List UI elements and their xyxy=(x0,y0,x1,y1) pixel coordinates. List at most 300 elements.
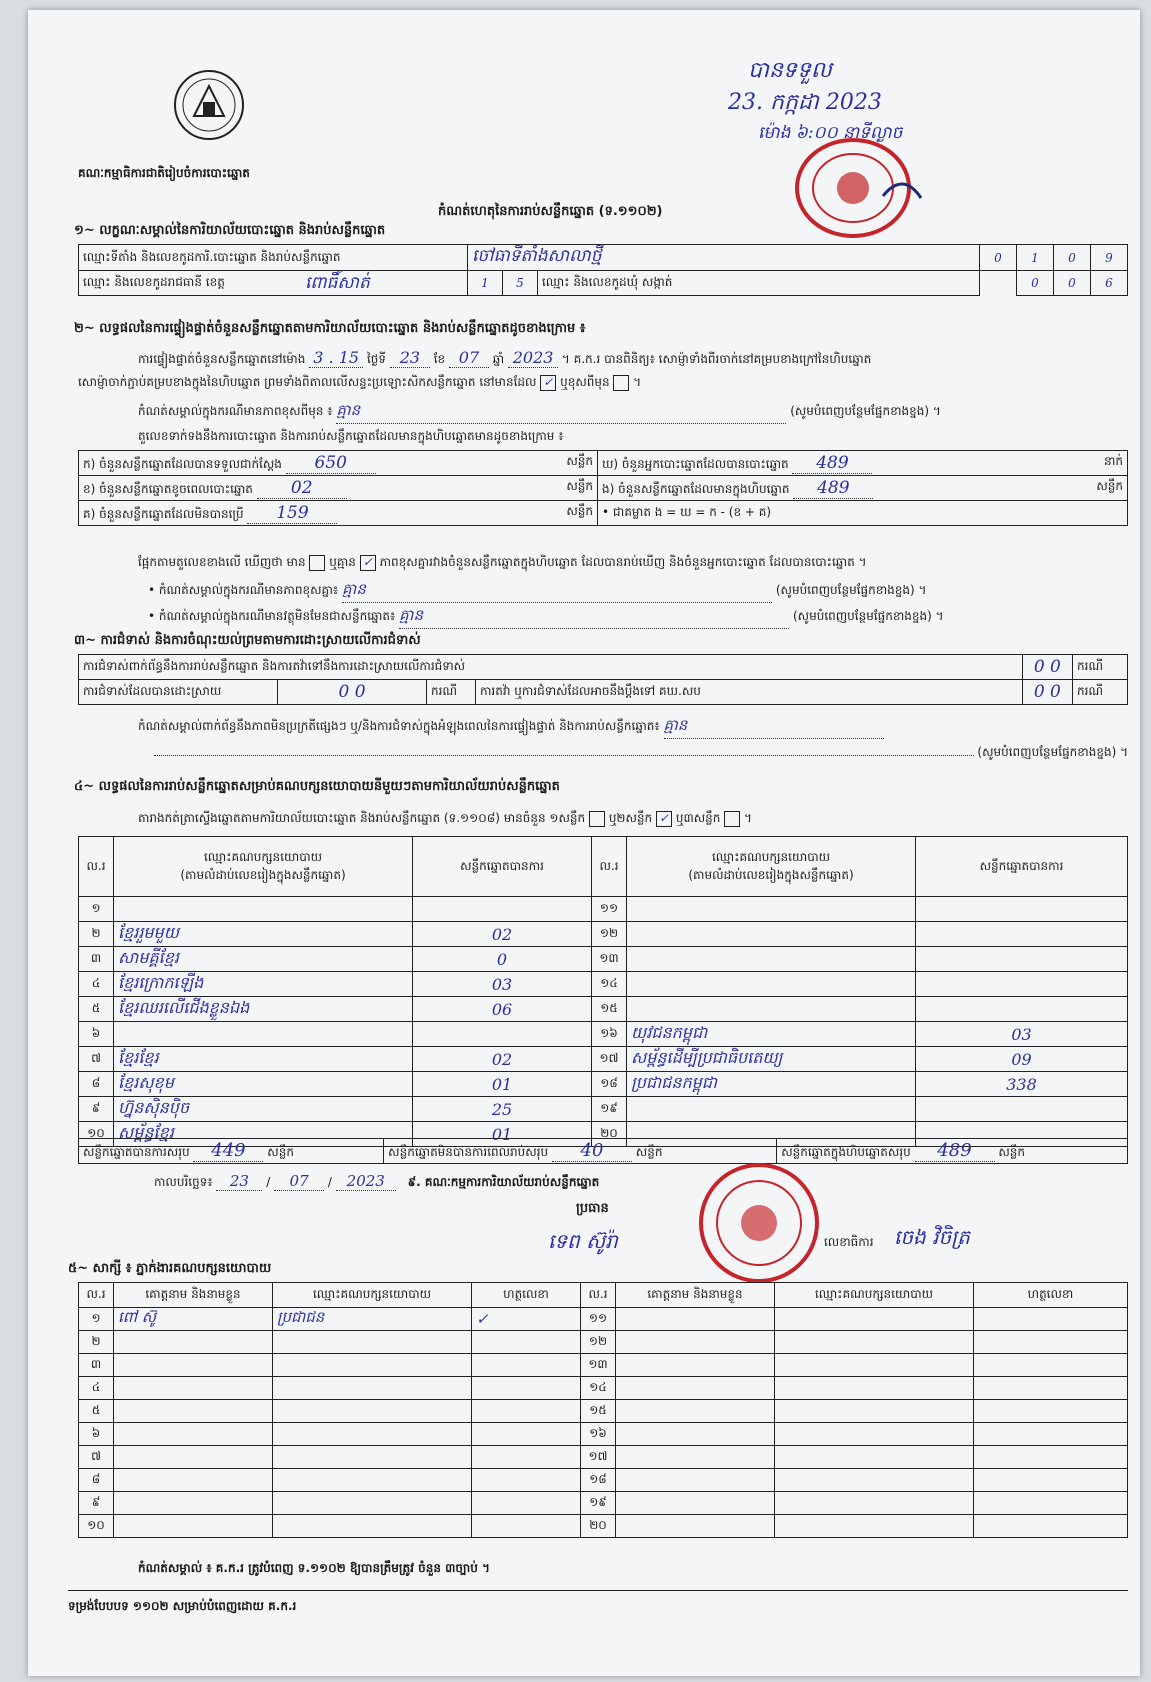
witness-no-left: ៣ xyxy=(79,1354,114,1377)
result-row xyxy=(79,1047,1128,1072)
witness-sign-left xyxy=(472,1469,581,1492)
count-e-value: 489 xyxy=(793,478,873,499)
note2-value: គ្មាន xyxy=(342,580,772,603)
witness-sign-right xyxy=(974,1515,1128,1538)
footer-divider xyxy=(68,1590,1128,1591)
section3-heading: ៣~ ការជំទាស់ និងការចំណុះយល់ព្រមតាមការដោះស្រាយលើការជំទាស់ xyxy=(74,633,421,648)
witness-row xyxy=(79,1492,1128,1515)
appeal-label: ការតវ៉ា ឬការជំទាស់ដែលអាចនឹងប្តឹងទៅ គឃ.សប xyxy=(476,680,1023,705)
witness-name-left xyxy=(114,1331,273,1354)
result-party-right xyxy=(627,897,916,922)
note2-line xyxy=(148,580,1128,603)
no-difference-checkbox[interactable]: ✓ xyxy=(360,555,376,571)
witness-sign-right xyxy=(974,1446,1128,1469)
one-sheet-checkbox[interactable] xyxy=(589,811,605,827)
province-label-cell xyxy=(79,271,468,296)
witness-sign-left xyxy=(472,1446,581,1469)
result-no-right: ២០ xyxy=(592,1122,627,1147)
witness-party-right xyxy=(775,1308,974,1331)
result-row xyxy=(79,947,1128,972)
result-votes-left: 02 xyxy=(413,922,592,947)
witness-col-no-right: ល.រ xyxy=(581,1283,616,1308)
witness-name-left xyxy=(114,1446,273,1469)
witness-no-right: ១៦ xyxy=(581,1423,616,1446)
witness-party-left: ប្រជាជន xyxy=(273,1308,472,1331)
result-party-left: សាមគ្គីខ្មែរ xyxy=(114,947,413,972)
witness-sign-left xyxy=(472,1492,581,1515)
witness-name-left xyxy=(114,1469,273,1492)
witness-no-left: ៧ xyxy=(79,1446,114,1469)
date-month: 07 xyxy=(274,1172,324,1191)
witness-no-right: ១២ xyxy=(581,1331,616,1354)
result-votes-left: 02 xyxy=(413,1047,592,1072)
witness-col-name-left: គោត្តនាម និងនាមខ្លួន xyxy=(114,1283,273,1308)
results-col-votes-right: សន្លឹកឆ្នោតបានការ xyxy=(916,837,1128,897)
verification-month: 07 xyxy=(449,348,489,368)
seal-check-line: សោម្ញ៉ាចាក់ភ្ជាប់គម្របខាងក្នុងនៃហិបឆ្នោត ព្រមទាំងពិតាលលើសន្ទះប្រឡោះសិកសន្លឹកឆ្នោត នៅមានដែល ✓ ឬខុសពីមុន ។ xyxy=(78,374,642,389)
witness-name-right xyxy=(616,1469,775,1492)
result-party-left xyxy=(114,1022,413,1047)
result-no-right: ១៧ xyxy=(592,1047,627,1072)
witness-party-right xyxy=(775,1515,974,1538)
witness-row xyxy=(79,1400,1128,1423)
result-votes-left: 0 xyxy=(413,947,592,972)
result-votes-right: 09 xyxy=(916,1047,1128,1072)
witness-name-right xyxy=(616,1492,775,1515)
result-votes-left xyxy=(413,897,592,922)
result-votes-right xyxy=(916,1097,1128,1122)
result-votes-right xyxy=(916,897,1128,922)
witness-name-left xyxy=(114,1515,273,1538)
location-code-1: 0 xyxy=(980,245,1017,271)
witness-party-left xyxy=(273,1377,472,1400)
witness-no-left: ៩ xyxy=(79,1492,114,1515)
results-party-header-right: ឈ្មោះគណបក្សនយោបាយ xyxy=(711,849,831,864)
province-label: ឈ្មោះ និងលេខកូដរាជធានី ខេត្ត xyxy=(83,275,225,289)
count-row-a xyxy=(79,451,598,476)
office-label: ៩. គណៈកម្មការការិយាល័យរាប់សន្លឹកឆ្នោត xyxy=(407,1175,600,1189)
count-c-unit: សន្លឹក xyxy=(566,503,593,518)
witness-sign-right xyxy=(974,1400,1128,1423)
witness-col-sign-right: ហត្ថលេខា xyxy=(974,1283,1128,1308)
witness-sign-right xyxy=(974,1331,1128,1354)
result-no-right: ១១ xyxy=(592,897,627,922)
total-box-unit: សន្លឹក xyxy=(998,1145,1026,1159)
witness-col-name-right: គោត្តនាម និងនាមខ្លួន xyxy=(616,1283,775,1308)
note3-value: គ្មាន xyxy=(399,606,789,629)
witness-row xyxy=(79,1377,1128,1400)
note3-fill-note: (សូមបំពេញបន្ថែមផ្នែកខាងខ្នង) ។ xyxy=(792,609,944,623)
count-row-c xyxy=(79,501,598,526)
result-votes-left xyxy=(413,1022,592,1047)
note1-line xyxy=(138,401,1128,424)
count-d-unit: នាក់ xyxy=(1103,453,1123,468)
result-row xyxy=(79,1097,1128,1122)
count-d-label: ឃ) ចំនួនអ្នកបោះឆ្នោតដែលបានបោះឆ្នោត xyxy=(602,456,789,471)
two-sheets-checkbox[interactable]: ✓ xyxy=(656,811,672,827)
witness-sign-left xyxy=(472,1515,581,1538)
witness-party-left xyxy=(273,1446,472,1469)
different-label: ឬខុសពីមុន xyxy=(560,375,610,389)
seal-check-text: សោម្ញ៉ាចាក់ភ្ជាប់គម្របខាងក្នុងនៃហិបឆ្នោត ព្រមទាំងពិតាលលើសន្ទះប្រឡោះសិកសន្លឹកឆ្នោត នៅមានដែល xyxy=(78,375,537,389)
verification-line xyxy=(138,348,1128,369)
total-valid-unit: សន្លឹក xyxy=(267,1145,294,1159)
results-party-header-left: ឈ្មោះគណបក្សនយោបាយ xyxy=(203,849,323,864)
witness-sign-left xyxy=(472,1331,581,1354)
sheets-line: តារាងកត់ត្រាស្ទើងឆ្នោតតាមការិយាល័យបោះឆ្នោត និងរាប់សន្លឹកឆ្នោត (ទ.១១០៨) មានចំនួន ១សន្លឹក ឬ២សន្លឹក ✓ ឬ៣សន្លឹក ។ xyxy=(138,810,752,825)
result-row xyxy=(79,997,1128,1022)
witness-no-right: ១៤ xyxy=(581,1377,616,1400)
witness-name-right xyxy=(616,1354,775,1377)
witness-sign-left xyxy=(472,1354,581,1377)
date-day: 23 xyxy=(216,1172,262,1191)
result-no-left: ៩ xyxy=(79,1097,114,1122)
result-row xyxy=(79,1022,1128,1047)
commune-code-2: 0 xyxy=(1054,271,1091,296)
result-party-left: សម្ព័ន្ធ​ខ្មែរ xyxy=(114,1122,413,1147)
day-label: ថ្ងៃទី xyxy=(367,352,387,366)
received-date: 23. កក្កដា 2023 xyxy=(728,90,882,115)
count-b-unit: សន្លឹក xyxy=(566,478,593,493)
witness-party-right xyxy=(775,1377,974,1400)
note1-label: កំណត់សម្គាល់ក្នុងករណីមានភាពខុសពីមុន ៖ xyxy=(138,404,333,418)
two-sheets-label: ឬ២សន្លឹក xyxy=(608,811,653,825)
witness-party-right xyxy=(775,1492,974,1515)
witness-name-left xyxy=(114,1423,273,1446)
received-note: បានទទួល xyxy=(748,58,832,83)
result-no-left: ២ xyxy=(79,922,114,947)
complaints-table xyxy=(78,654,1128,705)
difference-line xyxy=(138,554,1128,572)
count-b-label: ខ) ចំនួនសន្លឹកឆ្នោតខូចពេលបោះឆ្នោត xyxy=(83,481,253,496)
result-party-right xyxy=(627,1097,916,1122)
witness-name-left xyxy=(114,1354,273,1377)
result-row xyxy=(79,1072,1128,1097)
complaint-row2-value: 0 0 xyxy=(278,680,427,705)
witness-no-left: ៦ xyxy=(79,1423,114,1446)
count-e-label: ង) ចំនួនសន្លឹកឆ្នោតដែលមានក្នុងហិបឆ្នោត xyxy=(602,481,790,496)
result-votes-right: 338 xyxy=(916,1072,1128,1097)
has-difference-checkbox[interactable] xyxy=(309,555,325,571)
witness-party-left xyxy=(273,1400,472,1423)
result-no-right: ១២ xyxy=(592,922,627,947)
witness-party-right xyxy=(775,1469,974,1492)
location-label: ឈ្មោះទីតាំង និងលេខកូដការិ.បោះឆ្នោត និងរាប់សន្លឹកឆ្នោត xyxy=(79,245,468,271)
commune-label: ឈ្មោះ និងលេខកូដឃុំ សង្កាត់ xyxy=(538,271,980,296)
footnote: កំណត់សម្គាល់ ៖ គ.ក.រ ត្រូវបំពេញ ទ.១១០២ ឱ្យបានត្រឹមត្រូវ ចំនួន ៣ច្បាប់ ។ xyxy=(138,1561,490,1575)
witness-name-left xyxy=(114,1492,273,1515)
result-votes-right xyxy=(916,947,1128,972)
chair-signature: ទេព ស៊ូរ៉ា xyxy=(548,1229,618,1253)
verification-year: 2023 xyxy=(508,348,558,368)
results-party-sub-right: (តាមលំដាប់លេខរៀងក្នុងសន្លឹកឆ្នោត) xyxy=(688,867,854,882)
total-invalid-value: 40 xyxy=(552,1140,632,1162)
total-invalid-label: សន្លឹកឆ្នោតមិនបានការពេលរាប់សរុប xyxy=(388,1145,549,1159)
sheets-text: តារាងកត់ត្រាស្ទើងឆ្នោតតាមការិយាល័យបោះឆ្នោត និងរាប់សន្លឹកឆ្នោត (ទ.១១០៨) មានចំនួន ១សន្លឹក xyxy=(138,811,586,825)
total-valid-label: សន្លឹកឆ្នោតបានការសរុប xyxy=(83,1145,190,1159)
result-party-right: សម្ព័ន្ធ​ដើម្បីប្រជាធិបតេយ្យ xyxy=(627,1047,916,1072)
witness-col-party-right: ឈ្មោះគណបក្សនយោបាយ xyxy=(775,1283,974,1308)
witness-no-left: ១ xyxy=(79,1308,114,1331)
result-votes-left: 01 xyxy=(413,1072,592,1097)
witness-name-right xyxy=(616,1515,775,1538)
results-body xyxy=(79,897,1128,1147)
formula-cell: • ជាគម្លាត ង = ឃ = ក - (ខ + គ) xyxy=(598,501,1128,526)
witness-col-no-left: ល.រ xyxy=(79,1283,114,1308)
witness-row xyxy=(79,1354,1128,1377)
location-value: ចៅធាទីតាំងសាលាថ្មី xyxy=(468,245,980,271)
witness-name-right xyxy=(616,1423,775,1446)
result-party-right: ប្រជាជនកម្ពុជា xyxy=(627,1072,916,1097)
result-party-left xyxy=(114,897,413,922)
result-no-left: ១ xyxy=(79,897,114,922)
note3-label: • កំណត់សម្គាល់ក្នុងករណីមានវត្ថុមិនមែនជាសន្លឹកឆ្នោត៖ xyxy=(148,609,396,623)
witness-party-left xyxy=(273,1331,472,1354)
verification-day: 23 xyxy=(390,348,430,368)
section3-note-label: កំណត់សម្គាល់ពាក់ព័ន្ធនឹងភាពមិនប្រក្រតីផ្សេងៗ ឬ/និងការជំទាស់ក្នុងអំឡុងពេលនៃការផ្ទៀងផ្ទាត់ និងការរាប់សន្លឹកឆ្នោត៖ xyxy=(138,719,660,733)
results-col-votes-left: សន្លឹកឆ្នោតបានការ xyxy=(413,837,592,897)
count-c-value: 159 xyxy=(247,503,337,524)
witness-no-right: ១៥ xyxy=(581,1400,616,1423)
result-no-left: ៨ xyxy=(79,1072,114,1097)
results-table xyxy=(78,836,1128,1147)
official-seal-icon xyxy=(793,136,923,240)
complaint-row2-unit: ករណី xyxy=(427,680,476,705)
complaint-row1-label: ការជំទាស់ពាក់ព័ន្ធនឹងការរាប់សន្លឹកឆ្នោត និងការតវ៉ាទៅនឹងការដោះស្រាយលើការជំទាស់ xyxy=(79,655,1023,680)
witness-no-right: ២០ xyxy=(581,1515,616,1538)
province-code-1: 1 xyxy=(468,271,503,296)
witness-no-left: ៨ xyxy=(79,1469,114,1492)
witness-name-left xyxy=(114,1400,273,1423)
diff-text-a: ផ្អែកតាមតួលេខខាងលើ ឃើញថា មាន xyxy=(138,555,306,569)
witness-party-right xyxy=(775,1331,974,1354)
witness-sign-right xyxy=(974,1492,1128,1515)
appeal-value: 0 0 xyxy=(1022,680,1072,705)
note3-line xyxy=(148,606,1128,629)
witness-party-left xyxy=(273,1423,472,1446)
results-col-party-right xyxy=(627,837,916,897)
result-party-left: ខ្មែរ​ខ្មែរ xyxy=(114,1047,413,1072)
secretary-label: លេខាធិការ xyxy=(824,1235,874,1249)
chair-label: ប្រធាន xyxy=(576,1201,609,1216)
note1-value: គ្មាន xyxy=(336,401,786,424)
count-a-label: ក) ចំនួនសន្លឹកឆ្នោតដែលបានទទួលជាក់ស្តែង xyxy=(83,456,282,471)
witness-body xyxy=(79,1308,1128,1538)
received-time: ម៉ោង ៦:០០ នាទីល្ងាច xyxy=(758,123,903,143)
secretary-signature: ចេង វិចិត្រ xyxy=(894,1225,970,1249)
province-code-2: 5 xyxy=(503,271,538,296)
office-seal-icon xyxy=(696,1160,822,1286)
witness-sign-right xyxy=(974,1354,1128,1377)
different-checkbox[interactable] xyxy=(613,375,629,391)
result-votes-right: 03 xyxy=(916,1022,1128,1047)
diff-text-b: ឬគ្មាន xyxy=(329,555,356,569)
witness-name-right xyxy=(616,1400,775,1423)
result-no-right: ១៥ xyxy=(592,997,627,1022)
witness-table xyxy=(78,1282,1128,1538)
witness-no-right: ១៣ xyxy=(581,1354,616,1377)
verification-time: 3 . 15 xyxy=(309,348,363,368)
footer-text: ទម្រង់បែបបទ ១១០២ សម្រាប់បំពេញដោយ គ.ក.រ xyxy=(68,1599,297,1613)
section3-note-value: គ្មាន xyxy=(664,716,884,739)
result-no-right: ១៩ xyxy=(592,1097,627,1122)
result-no-right: ១៤ xyxy=(592,972,627,997)
witness-party-right xyxy=(775,1423,974,1446)
witness-party-right xyxy=(775,1400,974,1423)
result-no-left: ៧ xyxy=(79,1047,114,1072)
witness-col-sign-left: ហត្ថលេខា xyxy=(472,1283,581,1308)
witness-party-right xyxy=(775,1354,974,1377)
witness-sign-right xyxy=(974,1308,1128,1331)
witness-no-right: ១៨ xyxy=(581,1469,616,1492)
witness-sign-right xyxy=(974,1469,1128,1492)
date-year: 2023 xyxy=(336,1172,396,1191)
section2-heading: ២~ លទ្ធផលនៃការផ្ទៀងផ្ទាត់ចំនួនសន្លឹកឆ្នោតតាមការិយាល័យបោះឆ្នោត និងរាប់សន្លឹកឆ្នោតដូចខាងក្រោម ៖ xyxy=(74,321,586,336)
result-votes-left: 03 xyxy=(413,972,592,997)
result-votes-right xyxy=(916,922,1128,947)
results-party-sub-left: (តាមលំដាប់លេខរៀងក្នុងសន្លឹកឆ្នោត) xyxy=(180,867,346,882)
count-row-e xyxy=(598,476,1128,501)
section5-heading: ៥~ សាក្សី ៖ ភ្នាក់ងារគណបក្សនយោបាយ xyxy=(68,1261,272,1276)
results-col-party-left xyxy=(114,837,413,897)
total-valid-cell xyxy=(79,1139,384,1164)
witness-sign-right xyxy=(974,1377,1128,1400)
result-party-right xyxy=(627,972,916,997)
total-box-cell xyxy=(777,1139,1128,1164)
result-party-right xyxy=(627,997,916,1022)
witness-no-right: ១៩ xyxy=(581,1492,616,1515)
result-no-right: ១៨ xyxy=(592,1072,627,1097)
witness-row xyxy=(79,1331,1128,1354)
result-no-left: ៤ xyxy=(79,972,114,997)
date-line: កាលបរិច្ឆេទ៖ 23 / 07 / 2023 ៩. គណៈកម្មការការិយាល័យរាប់សន្លឹកឆ្នោត xyxy=(154,1172,600,1190)
witness-sign-right xyxy=(974,1423,1128,1446)
witness-sign-left xyxy=(472,1423,581,1446)
witness-row xyxy=(79,1446,1128,1469)
count-row-d xyxy=(598,451,1128,476)
verification-text: ។ គ.ក.រ បានពិនិត្យ៖ សោម្ញ៉ាទាំងពីរចាក់នៅគម្របខាងក្រៅនៃហិបឆ្នោត xyxy=(561,352,872,366)
form-sheet xyxy=(28,10,1140,1676)
result-votes-left: 01 xyxy=(413,1122,592,1147)
total-box-value: 489 xyxy=(915,1140,995,1162)
result-no-left: ១០ xyxy=(79,1122,114,1147)
commune-code-1: 0 xyxy=(1017,271,1054,296)
witness-name-left: ពៅ ស៊ូ xyxy=(114,1308,273,1331)
result-votes-right xyxy=(916,997,1128,1022)
location-table xyxy=(78,244,1128,296)
witness-name-right xyxy=(616,1308,775,1331)
result-no-right: ១៦ xyxy=(592,1022,627,1047)
witness-no-right: ១១ xyxy=(581,1308,616,1331)
month-label: ខែ xyxy=(433,352,446,366)
result-party-right xyxy=(627,922,916,947)
complaint-row1-value: 0 0 xyxy=(1022,655,1072,680)
witness-row xyxy=(79,1515,1128,1538)
result-row xyxy=(79,972,1128,997)
section3-fill-line xyxy=(78,744,1128,762)
three-sheets-checkbox[interactable] xyxy=(724,811,740,827)
witness-sign-left xyxy=(472,1400,581,1423)
result-party-left: ហ្វ៊ុនស៊ិនប៉ិច xyxy=(114,1097,413,1122)
complaint-row1-unit: ករណី xyxy=(1073,655,1128,680)
section1-heading: ១~ លក្ខណៈសម្គាល់នៃការិយាល័យបោះឆ្នោត និងរាប់សន្លឹកឆ្នោត xyxy=(74,223,386,238)
results-col-no-left: ល.រ xyxy=(79,837,114,897)
witness-name-right xyxy=(616,1446,775,1469)
witness-no-left: ១០ xyxy=(79,1515,114,1538)
result-party-right: យុវជនកម្ពុជា xyxy=(627,1022,916,1047)
count-c-label: គ) ចំនួនសន្លឹកឆ្នោតដែលមិនបានប្រើ xyxy=(83,506,244,521)
location-code-2: 1 xyxy=(1017,245,1054,271)
total-invalid-unit: សន្លឹក xyxy=(635,1145,663,1159)
form-title: កំណត់ហេតុនៃការរាប់សន្លឹកឆ្នោត (ទ.១១០២) xyxy=(438,204,663,219)
witness-sign-left: ✓ xyxy=(472,1308,581,1331)
witness-party-right xyxy=(775,1446,974,1469)
committee-name: គណៈកម្មាធិការជាតិរៀបចំការបោះឆ្នោត xyxy=(78,166,250,180)
note2-fill-note: (សូមបំពេញបន្ថែមផ្នែកខាងខ្នង) ។ xyxy=(775,583,927,597)
date-label: កាលបរិច្ឆេទ៖ xyxy=(154,1175,213,1189)
total-box-label: សន្លឹកឆ្នោតក្នុងហិបឆ្នោតសរុប xyxy=(781,1145,911,1159)
year-label: ឆ្នាំ xyxy=(492,352,505,366)
location-code-3: 0 xyxy=(1054,245,1091,271)
result-party-left: ខ្មែរ​ក្រោកឡើង xyxy=(114,972,413,997)
complaint-row2-label: ការជំទាស់ដែលបានដោះស្រាយ xyxy=(79,680,278,705)
result-votes-left: 06 xyxy=(413,997,592,1022)
section3-fill-note: (សូមបំពេញបន្ថែមផ្នែកខាងខ្នង) ។ xyxy=(977,745,1128,759)
witness-no-left: ២ xyxy=(79,1331,114,1354)
witness-no-left: ៥ xyxy=(79,1400,114,1423)
witness-col-party-left: ឈ្មោះគណបក្សនយោបាយ xyxy=(273,1283,472,1308)
witness-name-right xyxy=(616,1377,775,1400)
counts-table xyxy=(78,450,1128,526)
section4-heading: ៤~ លទ្ធផលនៃការរាប់សន្លឹកឆ្នោតសម្រាប់គណបក្សនយោបាយនីមួយៗតាមការិយាល័យរាប់សន្លឹកឆ្នោត xyxy=(74,779,560,794)
result-votes-left: 25 xyxy=(413,1097,592,1122)
witness-party-left xyxy=(273,1354,472,1377)
result-no-left: ៥ xyxy=(79,997,114,1022)
result-party-left: ខ្មែរឈរលើជើងខ្លួនឯង xyxy=(114,997,413,1022)
result-party-left: ខ្មែរ​រួមមួយ xyxy=(114,922,413,947)
same-checkbox[interactable]: ✓ xyxy=(540,375,556,391)
note1-fill-note: (សូមបំពេញបន្ថែមផ្នែកខាងខ្នង) ។ xyxy=(790,404,941,418)
result-row xyxy=(79,897,1128,922)
appeal-unit: ករណី xyxy=(1073,680,1128,705)
verification-intro: ការផ្ទៀងផ្ទាត់ចំនួនសន្លឹកឆ្នោតនៅម៉ោង xyxy=(138,352,306,366)
witness-name-right xyxy=(616,1331,775,1354)
witness-party-left xyxy=(273,1469,472,1492)
section3-dotted xyxy=(154,755,974,756)
three-sheets-label: ឬ៣សន្លឹក xyxy=(675,811,721,825)
result-party-right xyxy=(627,947,916,972)
witness-sign-left xyxy=(472,1377,581,1400)
witness-party-left xyxy=(273,1515,472,1538)
result-no-left: ៣ xyxy=(79,947,114,972)
witness-row xyxy=(79,1469,1128,1492)
location-code-4: 9 xyxy=(1091,245,1128,271)
witness-party-left xyxy=(273,1492,472,1515)
witness-name-left xyxy=(114,1377,273,1400)
results-col-no-right: ល.រ xyxy=(592,837,627,897)
witness-row xyxy=(79,1308,1128,1331)
province-value: ពោធិ៍សាត់ xyxy=(305,273,370,293)
commune-code-3: 6 xyxy=(1091,271,1128,296)
total-valid-value: 449 xyxy=(193,1140,263,1162)
note2-label: • កំណត់សម្គាល់ក្នុងករណីមានភាពខុសគ្នា៖ xyxy=(148,583,339,597)
count-row-b xyxy=(79,476,598,501)
result-row xyxy=(79,922,1128,947)
count-e-unit: សន្លឹក xyxy=(1096,478,1123,493)
count-d-value: 489 xyxy=(792,453,872,474)
nec-emblem-icon xyxy=(172,68,246,142)
witness-row xyxy=(79,1423,1128,1446)
